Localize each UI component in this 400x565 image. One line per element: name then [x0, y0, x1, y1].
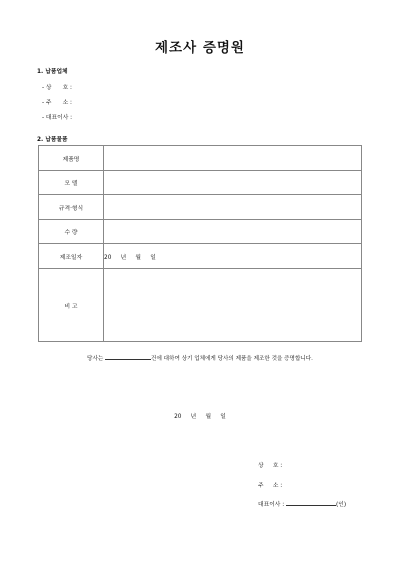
row-label-spec: 규격·형식	[39, 195, 104, 220]
table-row	[39, 244, 362, 269]
document-title: 제조사 증명원	[155, 40, 245, 56]
signature-address: 주 소 :	[258, 483, 283, 489]
row-label-quantity: 수 량	[39, 220, 104, 244]
table-row	[39, 220, 362, 244]
statement-blank-underline[interactable]	[105, 354, 151, 360]
certification-statement	[0, 354, 400, 362]
issue-date: 20 년 월 일	[174, 414, 226, 420]
row-label-product-name: 제품명	[39, 146, 104, 171]
row-label-model: 모 델	[39, 171, 104, 195]
signature-company: 상 호 :	[258, 463, 283, 469]
section-heading-goods: 2. 납품물품	[37, 137, 68, 143]
signature-ceo-underline[interactable]	[286, 500, 336, 506]
row-value-model[interactable]	[104, 171, 362, 195]
supplier-address-field: - 주 소 :	[42, 100, 72, 106]
row-value-remarks[interactable]	[104, 269, 362, 342]
goods-table	[38, 145, 362, 342]
table-row	[39, 269, 362, 342]
table-row	[39, 195, 362, 220]
seal-mark: (인)	[336, 502, 347, 508]
statement-prefix: 당사는	[87, 356, 106, 362]
table-row	[39, 146, 362, 171]
table-row	[39, 171, 362, 195]
signature-ceo-label: 대표이사 :	[258, 502, 287, 508]
supplier-ceo-field: - 대표이사 :	[42, 115, 73, 121]
supplier-company-field: - 상 호 :	[42, 85, 72, 91]
row-label-remarks: 비 고	[39, 269, 104, 342]
section-heading-supplier: 1. 납품업체	[37, 69, 68, 75]
statement-suffix: 건에 대하여 상기 업체에게 당사의 제품을 제조한 것을 증명합니다.	[151, 356, 313, 362]
row-value-product-name[interactable]	[104, 146, 362, 171]
signature-ceo	[258, 499, 346, 508]
row-value-spec[interactable]	[104, 195, 362, 220]
row-value-manufacture-date[interactable]: 20 년 월 일	[104, 244, 362, 269]
row-value-quantity[interactable]	[104, 220, 362, 244]
row-label-manufacture-date: 제조일자	[39, 244, 104, 269]
